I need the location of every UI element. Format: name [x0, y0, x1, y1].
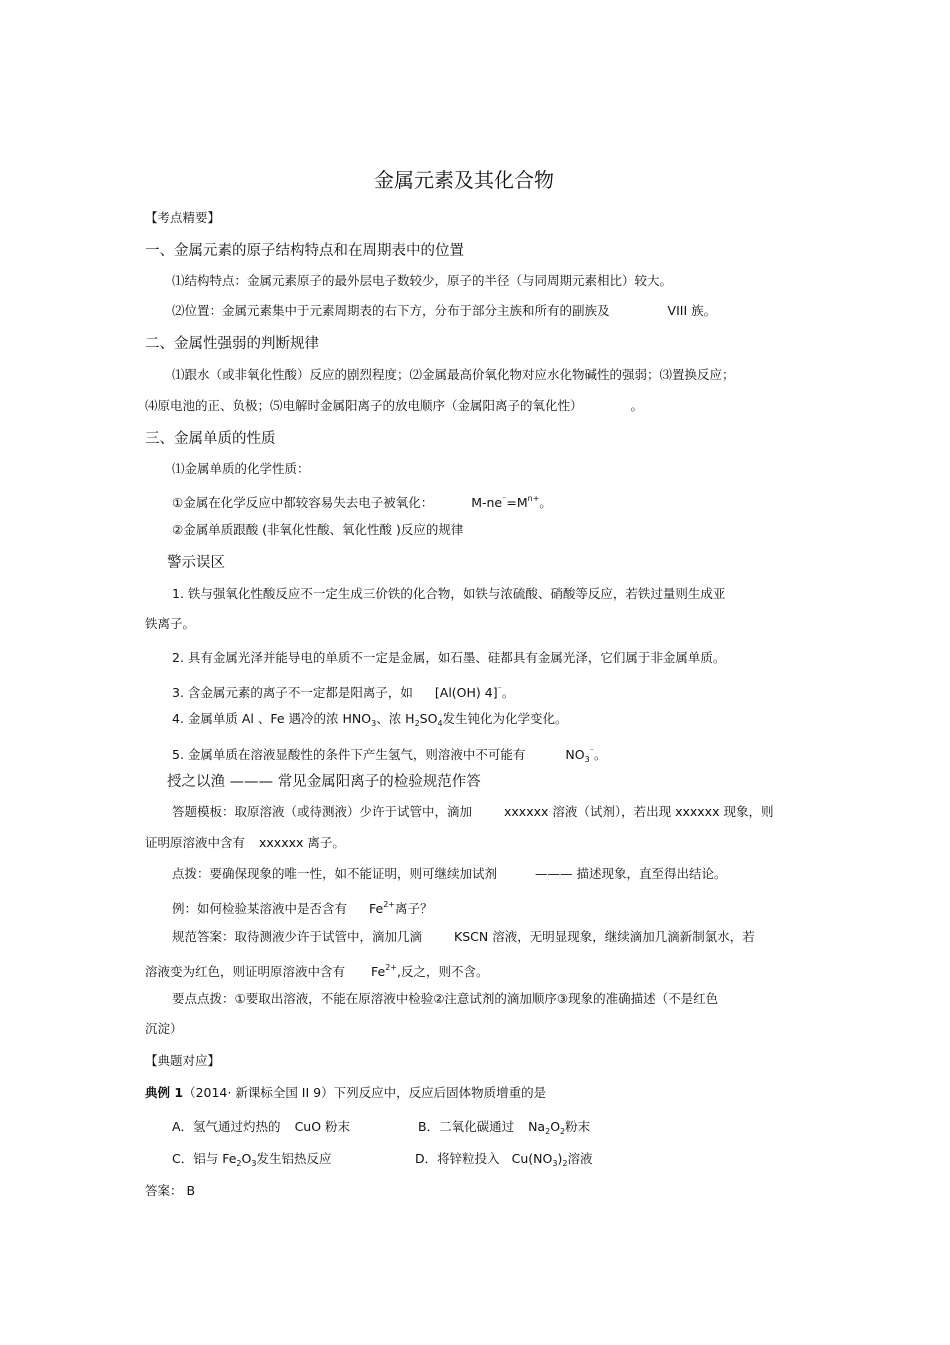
template-answer [172, 804, 773, 820]
heading-warning: 警示误区 [167, 555, 225, 571]
group-label: VIII 族。 [667, 303, 717, 318]
option-b [418, 1119, 590, 1140]
paragraph-text: ⑷原电池的正、负极；⑸电解时金属阳离子的放电顺序（金属阳离子的氧化性） [145, 398, 583, 413]
warning-item-1: 1. 铁与强氧化性酸反应不一定生成三价铁的化合物，如铁与浓硫酸、硝酸等反应，若铁过量则生成亚 [172, 586, 726, 601]
paragraph-chemical-properties: ⑴金属单质的化学性质： [172, 461, 310, 476]
period: 。 [539, 495, 552, 510]
subscript: 2 [236, 1159, 242, 1168]
heading-metal-properties: 三、金属单质的性质 [145, 431, 276, 447]
section-typical: 【典题对应】 [145, 1053, 221, 1068]
heading-structure-position: 一、金属元素的原子结构特点和在周期表中的位置 [145, 243, 464, 259]
heading-metallicity-rules: 二、金属性强弱的判断规律 [145, 336, 319, 352]
document-title: 金属元素及其化合物 [374, 168, 554, 192]
example-number: 典例 1 [145, 1085, 184, 1100]
warning-item-3 [172, 681, 514, 701]
template-answer-cont [145, 835, 345, 851]
heading-method: 授之以渔 ——— 常见金属阳离子的检验规范作答 [167, 774, 481, 790]
paragraph-text: 发生钝化为化学变化。 [442, 711, 568, 726]
paragraph-oxidation [172, 491, 552, 511]
option-text: CuO 粉末 [294, 1119, 351, 1134]
paragraph-acid-rules: ②金属单质跟酸 (非氧化性酸、氧化性酸 )反应的规律 [172, 522, 464, 537]
subscript: 3 [371, 719, 377, 728]
option-text: 溶液 [567, 1151, 593, 1166]
option-text: B．二氧化碳通过 [418, 1119, 515, 1134]
paragraph-text: 溶液变为红色，则证明原溶液中含有 [145, 964, 346, 979]
option-d [415, 1151, 592, 1172]
paragraph-text: ⑵位置：金属元素集中于元素周期表的右下方，分布于部分主族和所有的副族及 [172, 303, 610, 318]
formula: Na [528, 1119, 546, 1134]
subscript: 4 [437, 719, 443, 728]
option-text: C．铝与 Fe [172, 1151, 237, 1166]
subscript: 2 [545, 1127, 551, 1136]
formula: NO [565, 747, 585, 762]
paragraph-text: 规范答案：取待测液少许于试管中，滴加几滴 [172, 929, 423, 944]
subscript: 2 [414, 719, 420, 728]
formula: O [550, 1119, 561, 1134]
formula: [Al(OH) 4] [434, 685, 498, 700]
formula: O [241, 1151, 252, 1166]
subscript: 2 [562, 1159, 568, 1168]
paragraph-rules-1: ⑴跟水（或非氧化性酸）反应的剧烈程度；⑵金属最高价氧化物对应水化物碱性的强弱；⑶置换反应； [172, 367, 735, 382]
paragraph-text: （2014· 新课标全国 II 9）下列反应中，反应后固体物质增重的是 [183, 1085, 547, 1100]
paragraph-text: 证明原溶液中含有 [145, 835, 246, 850]
superscript: ⁻ [589, 746, 594, 755]
example-stem [145, 1085, 546, 1101]
paragraph-position [172, 303, 716, 319]
paragraph-text: KSCN 溶液，无明显现象，继续滴加几滴新制氯水，若 [454, 929, 755, 944]
standard-answer-cont [145, 960, 489, 980]
subscript: 3 [552, 1159, 558, 1168]
formula: Fe [369, 901, 384, 916]
formula: SO [419, 711, 438, 726]
section-key-points: 【考点精要】 [145, 210, 221, 225]
warning-item-5 [172, 743, 606, 768]
option-text: 粉末 [565, 1119, 591, 1134]
paragraph-text: xxxxxx 离子。 [259, 835, 345, 850]
period: 。 [630, 398, 644, 413]
subscript: 2 [560, 1127, 566, 1136]
formula: Fe [371, 964, 386, 979]
key-points-cont: 沉淀） [145, 1021, 183, 1036]
superscript: 2+ [385, 963, 398, 972]
paragraph-text: ,反之，则不含。 [397, 964, 489, 979]
subscript: 3 [584, 755, 590, 764]
subscript: 3 [251, 1159, 257, 1168]
standard-answer [172, 929, 755, 945]
paragraph-text: 例：如何检验某溶液中是否含有 [172, 901, 348, 916]
paragraph-text: ——— 描述现象，直至得出结论。 [535, 866, 727, 881]
superscript: ⁻ [497, 684, 502, 693]
period: 。 [593, 747, 607, 762]
paragraph-text: 3. 含金属元素的离子不一定都是阳离子，如 [172, 685, 413, 700]
tip-paragraph [172, 866, 727, 882]
superscript: ⁻ [502, 494, 507, 503]
paragraph-text: 答题模板：取原溶液（或待测液）少许于试管中，滴加 [172, 804, 473, 819]
superscript: n+ [527, 494, 540, 503]
warning-item-2: 2. 具有金属光泽并能导电的单质不一定是金属，如石墨、硅都具有金属光泽，它们属于非金属单质。 [172, 650, 726, 665]
paragraph-text: xxxxxx 溶液（试剂），若出现 xxxxxx 现象，则 [504, 804, 774, 819]
paragraph-text: ①金属在化学反应中都较容易失去电子被氧化： [172, 495, 434, 510]
formula: Cu(NO [511, 1151, 553, 1166]
warning-item-4 [172, 711, 568, 732]
superscript: 2+ [383, 900, 396, 909]
formula: M-ne [471, 495, 503, 510]
period: 。 [501, 685, 515, 700]
answer: 答案： B [145, 1183, 196, 1198]
paragraph-structure: ⑴结构特点：金属元素原子的最外层电子数较少，原子的半径（与同周期元素相比）较大。 [172, 273, 673, 288]
option-text: D．将锌粒投入 [415, 1151, 500, 1166]
paragraph-text: 点拨：要确保现象的唯一性，如不能证明，则可继续加试剂 [172, 866, 498, 881]
option-c [172, 1151, 331, 1172]
paragraph-text: 4. 金属单质 Al 、Fe 遇冷的浓 HNO [172, 711, 372, 726]
option-text: A．氢气通过灼热的 [172, 1119, 281, 1134]
example-question [172, 897, 433, 917]
key-points: 要点点拨：①要取出溶液，不能在原溶液中检验②注意试剂的滴加顺序③现象的准确描述（不是红色 [172, 991, 719, 1006]
option-a [172, 1119, 350, 1135]
paragraph-text: 、浓 H [376, 711, 415, 726]
paragraph-text: 离子？ [395, 901, 433, 916]
warning-item-1-cont: 铁离子。 [145, 616, 196, 631]
paragraph-rules-2 [145, 398, 643, 414]
formula: =M [506, 495, 528, 510]
formula: ) [557, 1151, 563, 1166]
paragraph-text: 5. 金属单质在溶液显酸性的条件下产生氢气，则溶液中不可能有 [172, 747, 526, 762]
option-text: 发生铝热反应 [256, 1151, 332, 1166]
